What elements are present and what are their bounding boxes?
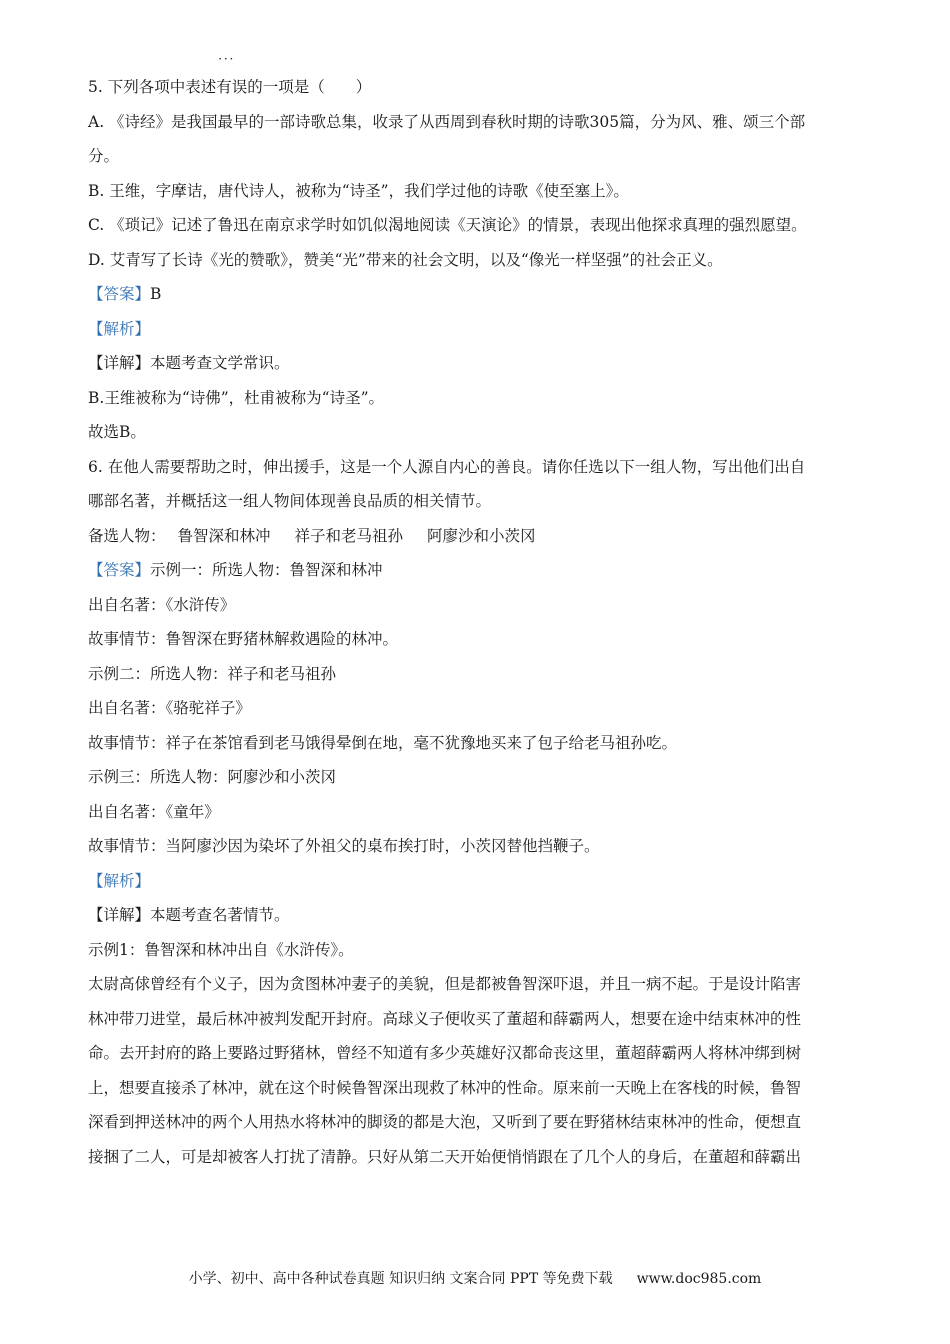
footer-text: 小学、初中、高中各种试卷真题 知识归纳 文案合同 PPT 等免费下载 — [188, 1271, 613, 1287]
q6-analysis — [88, 864, 863, 899]
analysis-tag: 【解析】 — [88, 871, 151, 890]
q5-option-d: D. 艾青写了长诗《光的赞歌》，赞美“光”带来的社会文明，以及“像光一样坚强”的社会正义。 — [88, 250, 723, 269]
candidate: 祥子和老马祖孙 — [294, 526, 404, 545]
story-line: 接捆了二人，可是却被客人打扰了清静。只好从第二天开始便悄悄跟在了几个人的身后，在董超和薛霸出 — [88, 1147, 802, 1166]
q6-detail: 【详解】本题考查名著情节。 — [88, 906, 290, 924]
analysis-tag: 【解析】 — [88, 319, 151, 338]
story-line: 深看到押送林冲的两个人用热水将林冲的脚烫的都是大泡，又听到了要在野猪林结束林冲的性命，便想直 — [88, 1113, 802, 1131]
detail-tag: 【详解】 — [88, 354, 151, 372]
example-book: 出自名著：《骆驼祥子》 — [88, 699, 251, 717]
story-line: 命。去开封府的路上要路过野猪林，曾经不知道有多少英雄好汉都命丧这里，董超薛霸两人将林冲绑到树 — [88, 1044, 802, 1062]
q5-conclusion: 故选B。 — [88, 423, 146, 441]
q5-option-c: C. 《琐记》记述了鲁迅在南京求学时如饥似渴地阅读《天演论》的情景，表现出他探求真理的强烈愿望。 — [88, 216, 807, 234]
q5-option-a: A. 《诗经》是我国最早的一部诗歌总集，收录了从西周到春秋时期的诗歌305篇，分为风、雅、颂三个部 — [88, 112, 806, 131]
q5-detail: 【详解】本题考查文学常识。 — [88, 354, 290, 372]
q6-stem: 6. 在他人需要帮助之时，伸出援手，这是一个人源自内心的善良。请你任选以下一组人物，写出他们出自 — [88, 457, 806, 476]
story-line: 太尉高俅曾经有个义子，因为贪图林冲妻子的美貌，但是都被鲁智深吓退，并且一病不起。于是设计陷害 — [88, 975, 802, 993]
footer-link[interactable]: www.doc985.com — [636, 1271, 762, 1287]
example-selected: 示例二：所选人物：祥子和老马祖孙 — [88, 664, 337, 683]
candidate: 鲁智深和林冲 — [177, 526, 271, 545]
q5-analysis — [88, 312, 863, 347]
answer-tag: 【答案】 — [88, 561, 151, 579]
story-line: 林冲带刀进堂，最后林冲被判发配开封府。高球义子便收买了董超和薛霸两人，想要在途中结束林冲的性 — [88, 1009, 802, 1028]
candidate: 阿廖沙和小茨冈 — [427, 526, 536, 545]
q6-answer: 【答案】示例一：所选人物：鲁智深和林冲 — [88, 561, 383, 579]
q6-stem-cont: 哪部名著，并概括这一组人物间体现善良品质的相关情节。 — [88, 492, 492, 510]
answer-tag: 【答案】 — [88, 285, 151, 303]
detail-tag: 【详解】 — [88, 906, 151, 924]
document-body — [88, 70, 863, 1174]
example-plot: 故事情节：祥子在茶馆看到老马饿得晕倒在地，毫不犹豫地买来了包子给老马祖孙吃。 — [88, 733, 678, 752]
q5-answer — [88, 277, 863, 312]
example-book: 出自名著：《水浒传》 — [88, 595, 236, 614]
example-plot: 故事情节：当阿廖沙因为染坏了外祖父的桌布挨打时，小茨冈替他挡鞭子。 — [88, 837, 600, 855]
page-footer — [0, 1268, 950, 1288]
example-book: 出自名著：《童年》 — [88, 802, 220, 821]
q5-stem: 5. 下列各项中表述· · · 有误的一项是（ ） — [88, 70, 863, 105]
q5-option-b: B. 王维，字摩诘，唐代诗人，被称为“诗圣”，我们学过他的诗歌《使至塞上》。 — [88, 181, 629, 200]
answer-value: B — [150, 285, 162, 303]
example-selected: 示例三：所选人物：阿廖沙和小茨冈 — [88, 768, 337, 786]
q5-option-a-cont: 分。 — [88, 147, 120, 165]
story-line: 上，想要直接杀了林冲，就在这个时候鲁智深出现救了林冲的性命。原来前一天晚上在客栈的时候，鲁智 — [88, 1078, 802, 1097]
q5-explain: B.王维被称为“诗佛”，杜甫被称为“诗圣”。 — [88, 388, 385, 407]
q6-example1-intro: 示例1：鲁智深和林冲出自《水浒传》。 — [88, 940, 354, 959]
example-plot: 故事情节：鲁智深在野猪林解救遇险的林冲。 — [88, 630, 399, 648]
q6-candidates: 备选人物： 鲁智深和林冲 祥子和老马祖孙 阿廖沙和小茨冈 — [88, 526, 536, 545]
emphasis-dots: · · · 有误 — [216, 70, 247, 105]
